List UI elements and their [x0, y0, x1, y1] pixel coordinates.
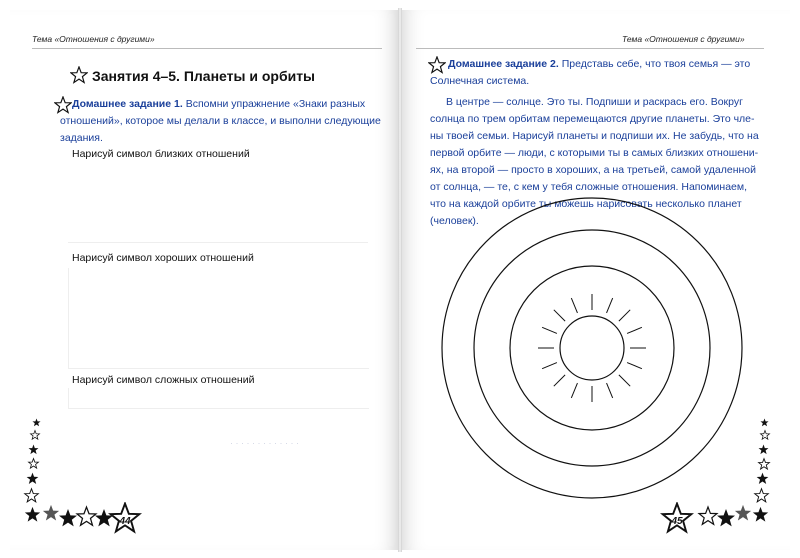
homework-1-label: Домашнее задание 1.: [72, 98, 183, 110]
homework-1-text: Вспомни упражнение «Знаки разных: [185, 98, 366, 110]
sun-ray: [627, 363, 642, 369]
star-icon: [54, 96, 72, 114]
sun-ray: [571, 383, 577, 398]
homework-2-line-1: [448, 56, 750, 73]
sun-ray: [607, 298, 613, 313]
instruction-good: Нарисуй символ хороших отношений: [72, 252, 254, 264]
sun-ray: [619, 375, 630, 386]
lesson-title: Занятия 4–5. Планеты и орбиты: [92, 68, 316, 84]
sun-icon: [538, 294, 646, 402]
show-through-text: · · · · · · · · · · · · ·: [230, 438, 299, 448]
header-rule-left: [32, 48, 382, 49]
paragraph-line: В центре — солнце. Это ты. Подпиши и раскрась его. Вокруг: [446, 96, 743, 108]
drawing-area-difficult[interactable]: [68, 388, 369, 409]
left-page: [10, 10, 398, 550]
homework-1-line-3: задания.: [60, 132, 103, 144]
homework-1-line-2: отношений», которое мы делали в классе, и выполни следующие: [60, 115, 381, 127]
drawing-area-close[interactable]: [68, 162, 368, 243]
instruction-close: Нарисуй символ близких отношений: [72, 148, 250, 160]
sun-ray: [627, 327, 642, 333]
paragraph-line: ях, на второй — просто в хороших, а на третьей, самой удаленной: [430, 164, 757, 176]
paragraph-line: от солнца, — те, с кем у тебя сложные отношения. Напоминаем,: [430, 181, 748, 193]
paragraph-line: солнца по трем орбитам перемещаются другие планеты. Это чле-: [430, 113, 755, 125]
sun-ray: [619, 310, 630, 321]
paragraph-line: ны твоей семьи. Нарисуй планеты и подпиши их. Не забудь, что на: [430, 130, 759, 142]
homework-2-label: Домашнее задание 2.: [448, 58, 559, 70]
sun-ray: [554, 375, 565, 386]
right-page: [402, 10, 790, 550]
instruction-difficult: Нарисуй символ сложных отношений: [72, 374, 255, 386]
homework-2-line-2: Солнечная система.: [430, 75, 530, 87]
sun-ray: [571, 298, 577, 313]
drawing-area-good[interactable]: [68, 268, 369, 369]
sun-ray: [542, 327, 557, 333]
sun-ray: [554, 310, 565, 321]
theme-label-left: Тема «Отношения с другими»: [32, 34, 155, 44]
page-number-right: 45: [671, 516, 683, 527]
header-rule-right: [416, 48, 764, 49]
sun-ray: [607, 383, 613, 398]
paragraph-line: что на каждой орбите ты можешь нарисовать несколько планет: [430, 198, 742, 210]
star-icon: [70, 66, 88, 84]
paragraph-line: (человек).: [430, 215, 479, 227]
stars-decoration: [18, 418, 168, 538]
star-icon: [428, 56, 446, 74]
theme-label-right: Тема «Отношения с другими»: [622, 34, 745, 44]
homework-2-intro: Представь себе, что твоя семья — это: [561, 58, 751, 70]
sun-ray: [542, 363, 557, 369]
page-number-left: 44: [119, 516, 131, 527]
homework-1-line-1: [72, 96, 365, 113]
paragraph-line: первой орбите — люди, с которыми ты в самых близких отношени-: [430, 147, 759, 159]
